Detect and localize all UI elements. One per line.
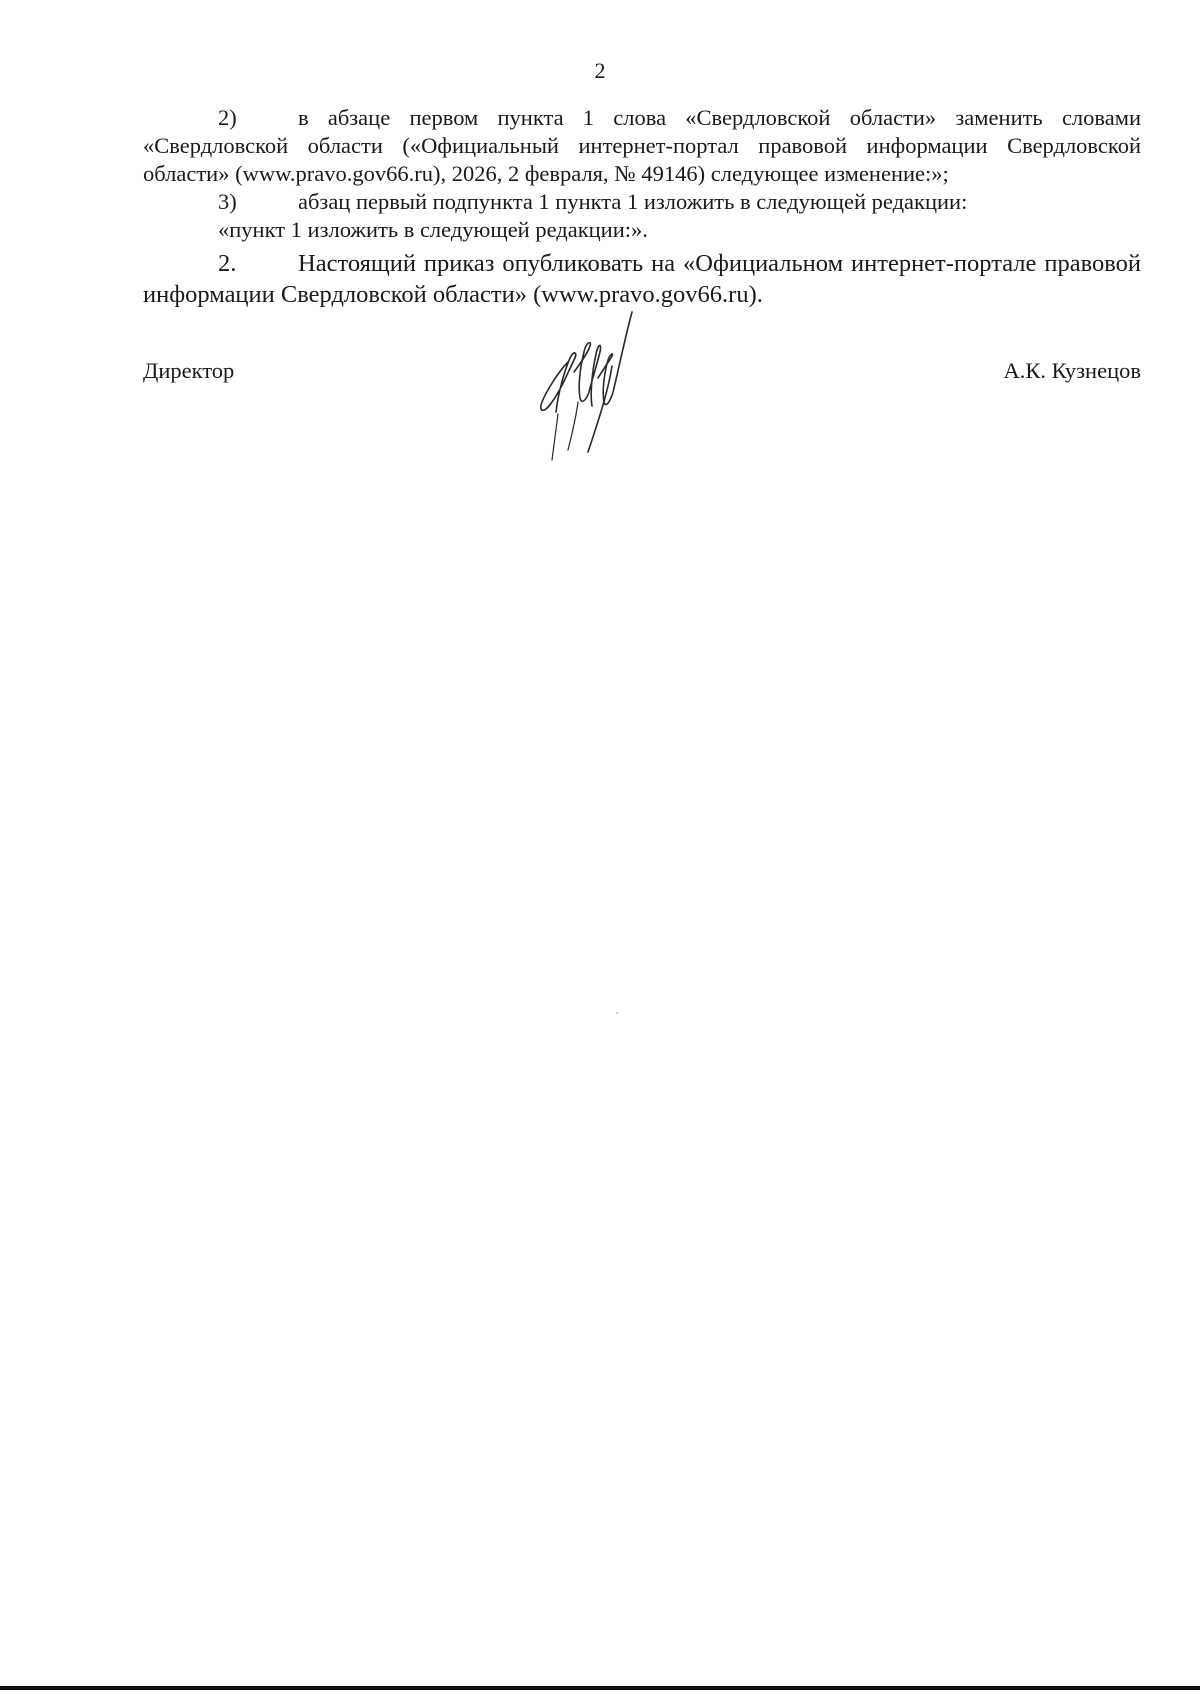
paragraph-clause-2 <box>143 248 1141 310</box>
paragraph-number: 2. <box>218 250 237 277</box>
signatory-position: Директор <box>143 358 235 383</box>
document-body <box>143 104 1141 310</box>
handwritten-signature <box>528 302 658 472</box>
paragraph-item-3 <box>143 188 1141 216</box>
paragraph-quote <box>143 216 1141 244</box>
paragraph-item-2 <box>143 104 1141 188</box>
paragraph-text: «пункт 1 изложить в следующей редакции:». <box>218 217 648 242</box>
page-number: 2 <box>594 58 606 83</box>
paragraph-text: абзац первый подпункта 1 пункта 1 изложить в следующей редакции: <box>298 189 968 214</box>
paragraph-number: 2) <box>218 105 237 130</box>
paragraph-number: 3) <box>218 189 237 214</box>
signatory-name: А.К. Кузнецов <box>1003 358 1141 383</box>
paragraph-text: в абзаце первом пункта 1 слова «Свердловской области» заменить словами «Свердловской области («Официальный интернет-портал правовой информации Свердловской области» (www.pravo.gov66.ru), 2026, 2 февраля, № 49146) следующее изменение:»; <box>143 105 1141 186</box>
paragraph-text: Настоящий приказ опубликовать на «Официальном интернет-портале правовой информации Свердловской области» (www.pravo.gov66.ru). <box>143 250 1141 308</box>
bottom-rule <box>0 1686 1200 1690</box>
scan-speck <box>616 1012 618 1014</box>
